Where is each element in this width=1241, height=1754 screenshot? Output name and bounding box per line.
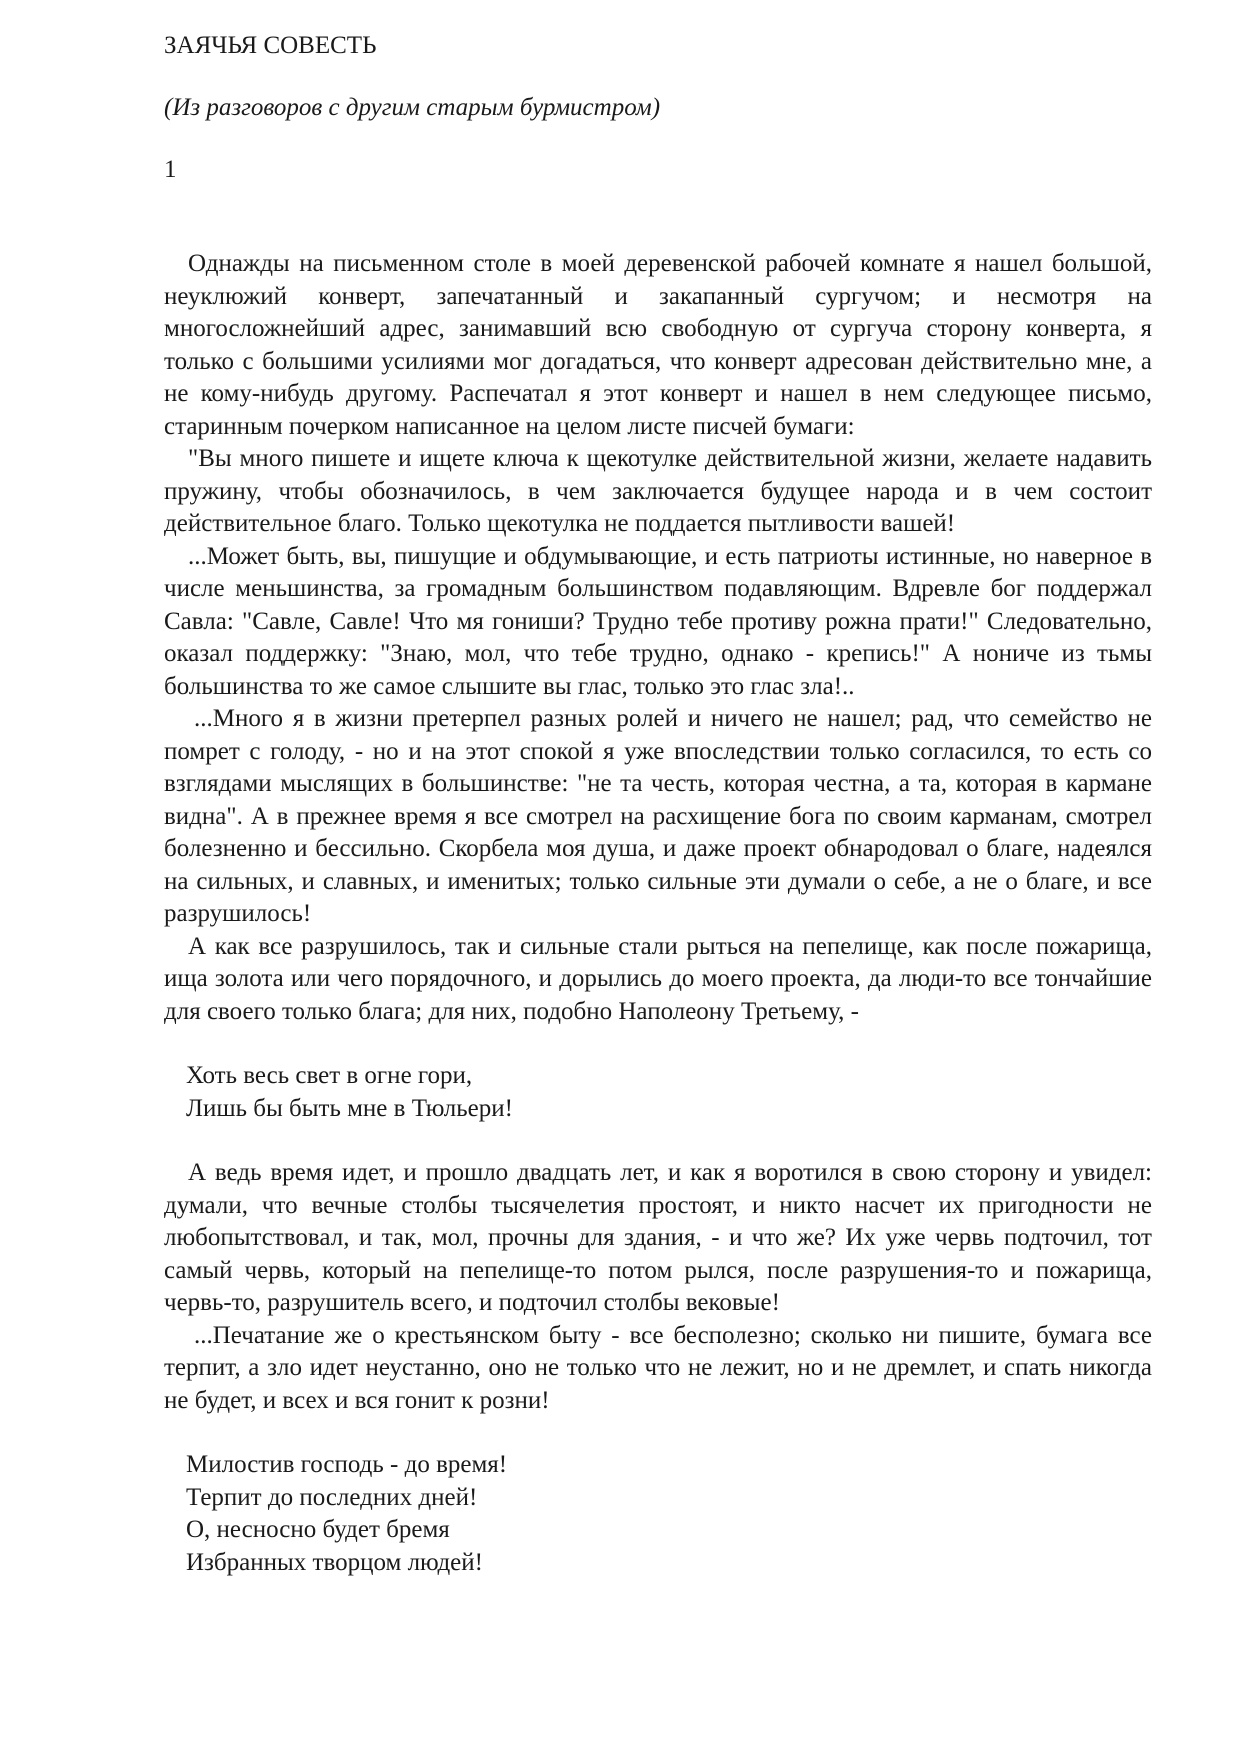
paragraph: А ведь время идет, и прошло двадцать лет, и как я воротился в свою сторону и увидел: думали, что вечные столбы тысячелетия простоят, и никто насчет их пригодности не любопытствовал, и так, мол, прочны для здания, - и что же? Их уже червь подточил, тот самый червь, который на пепелище-то потом рылся, после разрушения-то и пожарища, червь-то, разрушитель всего, и подточил столбы вековые!: [164, 1159, 1152, 1316]
verse-line: Терпит до последних дней!: [186, 1483, 478, 1511]
verse-block: [186, 1060, 1152, 1125]
paragraph: А как все разрушилось, так и сильные стали рыться на пепелище, как после пожарища, ища золота или чего порядочного, и дорылись до моего проекта, да люди-то все тончайшие для своего только блага; для них, подобно Наполеону Третьему, -: [164, 932, 1152, 1025]
chapter-number: 1: [164, 156, 177, 183]
verse-line: Милостив господь - до время!: [186, 1451, 508, 1478]
document-title: ЗАЯЧЬЯ СОВЕСТЬ: [164, 32, 377, 59]
document-subtitle: (Из разговоров с другим старым бурмистром): [164, 94, 661, 121]
paragraph: "Вы много пишете и ищете ключа к щекотулке действительной жизни, желаете надавить пружину, чтобы обозначилось, в чем заключается будущее народа и в чем состоит действительное благо. Только щекотулка не поддается пытливости вашей!: [164, 445, 1152, 537]
paragraph: ...Много я в жизни претерпел разных ролей и ничего не нашел; рад, что семейство не помрет с голоду, - но и на этот спокой я уже впоследствии только согласился, то есть со взглядами мыслящих в большинстве: "не та честь, которая честна, а та, которая в кармане видна". А в прежнее время я все смотрел на расхищение бога по своим карманам, смотрел болезненно и бессильно. Скорбела моя душа, и даже проект обнародовал о благе, надеялся на сильных, и славных, и именитых; только сильные эти думали о себе, а не о благе, и все разрушилось!: [164, 705, 1152, 927]
verse-line: О, несносно будет бремя: [186, 1516, 450, 1543]
verse-line: Избранных творцом людей!: [186, 1548, 483, 1576]
verse-line: Лишь бы быть мне в Тюльери!: [186, 1094, 513, 1122]
verse-block: [186, 1449, 1152, 1579]
paragraph: ...Может быть, вы, пишущие и обдумывающие, и есть патриоты истинные, но наверное в числе меньшинства, за громадным большинством подавляющим. Вдревле бог поддержал Савла: "Савле, Савле! Что мя гониши? Трудно тебе противу рожна прати!" Следовательно, оказал поддержку: "Знаю, мол, что тебе трудно, однако - крепись!" А нониче из тьмы большинства то же самое слышите вы глас, только это глас зла!..: [164, 542, 1152, 700]
verse-line: Хоть весь свет в огне гори,: [186, 1062, 473, 1089]
paragraph: ...Печатание же о крестьянском быту - все бесполезно; сколько ни пишите, бумага все терпит, а зло идет неустанно, оно не только что не лежит, но и не дремлет, и спать никогда не будет, и всех и вся гонит к розни!: [164, 1321, 1152, 1414]
paragraph: Однажды на письменном столе в моей деревенской рабочей комнате я нашел большой, неуклюжий конверт, запечатанный и закапанный сургучом; и несмотря на многосложнейший адрес, занимавший всю свободную от сургуча сторону конверта, я только с большими усилиями мог догадаться, что конверт адресован действительно мне, а не кому-нибудь другому. Распечатал я этот конверт и нашел в нем следующее письмо, старинным почерком написанное на целом листе писчей бумаги:: [164, 250, 1152, 440]
document-body: [164, 248, 1152, 1611]
